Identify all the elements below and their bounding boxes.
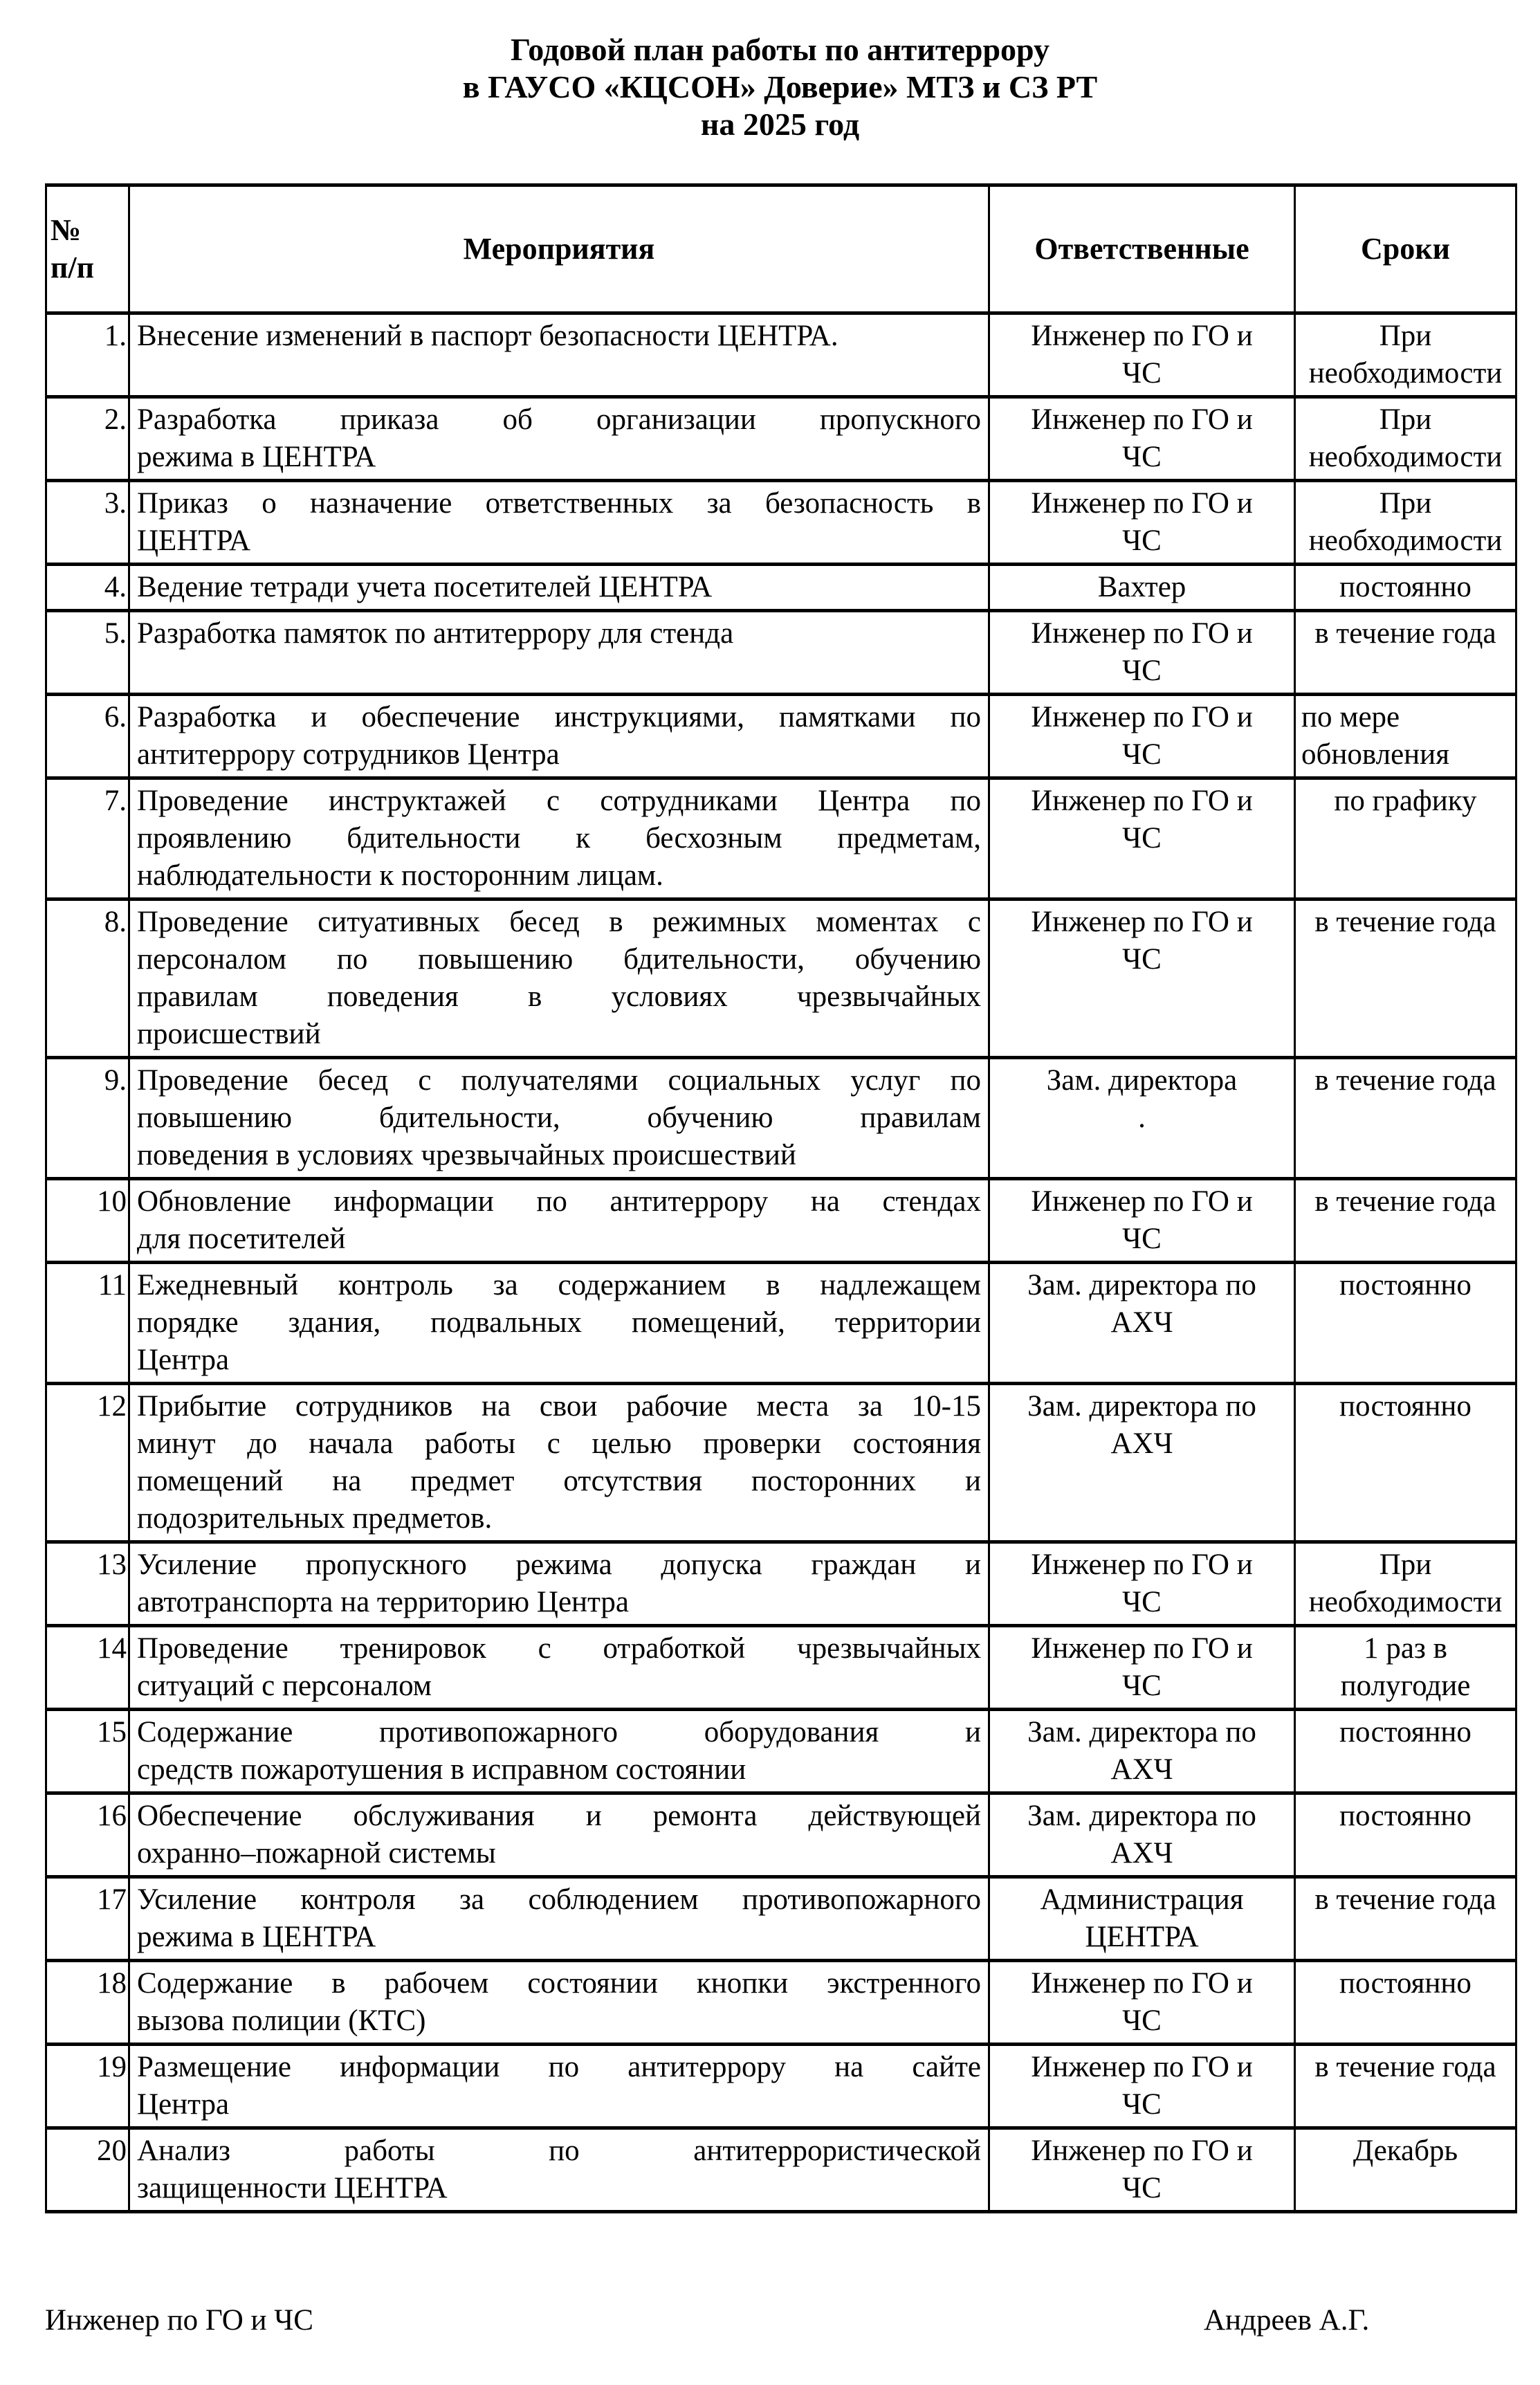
cell-number: 5. <box>46 611 129 695</box>
header-activity: Мероприятия <box>129 185 989 313</box>
text-line: ситуаций с персоналом <box>137 1670 432 1702</box>
text-line: АХЧ <box>1110 1753 1173 1786</box>
cell-deadline <box>1295 1626 1516 1710</box>
text-line: ЧС <box>1122 357 1162 390</box>
table-row <box>46 899 1516 1058</box>
text-line: режима в ЦЕНТРА <box>137 441 376 473</box>
text-line: ЧС <box>1122 524 1162 557</box>
cell-deadline <box>1295 778 1516 899</box>
cell-number: 4. <box>46 565 129 611</box>
text-line: ЧС <box>1122 1586 1162 1618</box>
text-line: постоянно <box>1339 1800 1472 1832</box>
cell-deadline <box>1295 695 1516 778</box>
cell-activity <box>129 1626 989 1710</box>
text-line: в течение года <box>1314 1185 1496 1218</box>
text-line: ЧС <box>1122 738 1162 771</box>
cell-number: 2. <box>46 397 129 481</box>
text-line: Инженер по ГО и <box>1031 320 1253 352</box>
text-line: ЧС <box>1122 2172 1162 2204</box>
text-line: При <box>1379 1548 1432 1581</box>
text-line: ЦЕНТРА <box>1085 1921 1199 1953</box>
text-line: Проведение ситуативных бесед в режимных моментах с <box>137 906 981 938</box>
table-row <box>46 1263 1516 1384</box>
table-row <box>46 1793 1516 1877</box>
text-line: АХЧ <box>1110 1837 1173 1870</box>
text-line: Содержание противопожарного оборудования и <box>137 1716 981 1748</box>
text-line: АХЧ <box>1110 1427 1173 1460</box>
header-deadline: Сроки <box>1295 185 1516 313</box>
text-line: Инженер по ГО и <box>1031 487 1253 520</box>
cell-deadline <box>1295 2128 1516 2212</box>
text-line: АХЧ <box>1110 1306 1173 1339</box>
cell-number: 10 <box>46 1179 129 1263</box>
cell-deadline <box>1295 481 1516 565</box>
cell-responsible <box>989 2045 1295 2128</box>
text-line: ЧС <box>1122 2004 1162 2037</box>
cell-activity <box>129 565 989 611</box>
table-row <box>46 1542 1516 1626</box>
text-line: в ГАУСО «КЦСОН» Доверие» МТЗ и СЗ РТ <box>462 69 1098 104</box>
text-line: постоянно <box>1339 1716 1472 1748</box>
table-header <box>46 185 1516 313</box>
cell-activity <box>129 1058 989 1179</box>
cell-deadline <box>1295 1542 1516 1626</box>
cell-responsible <box>989 1710 1295 1793</box>
text-line: Центра <box>137 2088 230 2121</box>
cell-deadline <box>1295 1877 1516 1961</box>
cell-number: 17 <box>46 1877 129 1961</box>
table-row <box>46 1961 1516 2045</box>
text-line: Прибытие сотрудников на свои рабочие места за 10-15 <box>137 1390 981 1423</box>
text-line: Проведение бесед с получателями социальных услуг по <box>137 1064 981 1097</box>
text-line: Инженер по ГО и <box>1031 1185 1253 1218</box>
table-row <box>46 397 1516 481</box>
text-line: Анализ работы по антитеррористической <box>137 2135 981 2167</box>
cell-responsible <box>989 1179 1295 1263</box>
cell-deadline <box>1295 1179 1516 1263</box>
cell-responsible <box>989 611 1295 695</box>
text-line: п/п <box>51 250 94 284</box>
text-line: Обновление информации по антитеррору на стендах <box>137 1185 981 1218</box>
text-line: ЦЕНТРА <box>137 524 251 557</box>
text-line: ЧС <box>1122 2088 1162 2121</box>
text-line: Ведение тетради учета посетителей ЦЕНТРА <box>137 571 713 603</box>
table-row <box>46 1384 1516 1542</box>
cell-activity <box>129 1384 989 1542</box>
cell-activity <box>129 611 989 695</box>
text-line: по графику <box>1334 785 1477 817</box>
text-line: Инженер по ГО и <box>1031 2135 1253 2167</box>
footer-signature-role: Инженер по ГО и ЧС <box>45 2304 313 2337</box>
cell-number: 20 <box>46 2128 129 2212</box>
text-line: . <box>1138 1102 1146 1134</box>
cell-responsible <box>989 695 1295 778</box>
text-line: Разработка памяток по антитеррору для стенда <box>137 617 734 650</box>
cell-activity <box>129 695 989 778</box>
text-line: ЧС <box>1122 943 1162 976</box>
text-line: Усиление пропускного режима допуска граждан и <box>137 1548 981 1581</box>
cell-responsible <box>989 1542 1295 1626</box>
text-line: При <box>1379 320 1432 352</box>
text-line: Инженер по ГО и <box>1031 403 1253 436</box>
cell-deadline <box>1295 1710 1516 1793</box>
cell-responsible <box>989 1384 1295 1542</box>
cell-deadline <box>1295 1384 1516 1542</box>
cell-activity <box>129 481 989 565</box>
text-line: Зам. директора по <box>1027 1269 1256 1301</box>
text-line: Инженер по ГО и <box>1031 1967 1253 2000</box>
cell-deadline <box>1295 397 1516 481</box>
footer <box>45 2302 1515 2343</box>
text-line: для посетителей <box>137 1223 346 1255</box>
text-line: необходимости <box>1308 357 1503 390</box>
text-line: При <box>1379 487 1432 520</box>
text-line: антитеррору сотрудников Центра <box>137 738 560 771</box>
cell-deadline <box>1295 1961 1516 2045</box>
text-line: проявлению бдительности к бесхозным предметам, <box>137 822 981 855</box>
cell-activity <box>129 1877 989 1961</box>
text-line: Декабрь <box>1353 2135 1458 2167</box>
cell-responsible <box>989 1877 1295 1961</box>
text-line: поведения в условиях чрезвычайных происшествий <box>137 1139 796 1171</box>
footer-signature-name: Андреев А.Г. <box>1204 2304 1370 2337</box>
text-line: Инженер по ГО и <box>1031 617 1253 650</box>
cell-activity <box>129 899 989 1058</box>
cell-responsible <box>989 1058 1295 1179</box>
cell-responsible <box>989 313 1295 397</box>
cell-responsible <box>989 397 1295 481</box>
cell-responsible <box>989 481 1295 565</box>
cell-deadline <box>1295 313 1516 397</box>
text-line: по мере <box>1301 701 1400 733</box>
page-title <box>45 31 1515 143</box>
cell-responsible <box>989 1626 1295 1710</box>
header-number <box>46 185 129 313</box>
cell-number: 8. <box>46 899 129 1058</box>
text-line: Инженер по ГО и <box>1031 1548 1253 1581</box>
table-row <box>46 1626 1516 1710</box>
text-line: в течение года <box>1314 1883 1496 1916</box>
cell-activity <box>129 2128 989 2212</box>
cell-deadline <box>1295 611 1516 695</box>
cell-responsible <box>989 565 1295 611</box>
table-row <box>46 313 1516 397</box>
cell-deadline <box>1295 2045 1516 2128</box>
text-line: постоянно <box>1339 1269 1472 1301</box>
text-line: № <box>51 213 82 247</box>
table-row <box>46 565 1516 611</box>
cell-deadline <box>1295 1263 1516 1384</box>
text-line: порядке здания, подвальных помещений, территории <box>137 1306 981 1339</box>
cell-activity <box>129 313 989 397</box>
text-line: Внесение изменений в паспорт безопасности ЦЕНТРА. <box>137 320 838 352</box>
cell-number: 15 <box>46 1710 129 1793</box>
text-line: в течение года <box>1314 2051 1496 2083</box>
text-line: Проведение тренировок с отработкой чрезвычайных <box>137 1632 981 1665</box>
text-line: Обеспечение обслуживания и ремонта действующей <box>137 1800 981 1832</box>
table-row <box>46 695 1516 778</box>
text-line: Инженер по ГО и <box>1031 701 1253 733</box>
text-line: персоналом по повышению бдительности, обучению <box>137 943 981 976</box>
table-row <box>46 611 1516 695</box>
cell-number: 9. <box>46 1058 129 1179</box>
text-line: Зам. директора по <box>1027 1716 1256 1748</box>
text-line: происшествий <box>137 1018 321 1050</box>
text-line: При <box>1379 403 1432 436</box>
text-line: вызова полиции (КТС) <box>137 2004 426 2037</box>
text-line: обновления <box>1301 738 1449 771</box>
cell-activity <box>129 1793 989 1877</box>
text-line: защищенности ЦЕНТРА <box>137 2172 448 2204</box>
text-line: наблюдательности к посторонним лицам. <box>137 859 663 892</box>
text-line: охранно–пожарной системы <box>137 1837 496 1870</box>
cell-deadline <box>1295 1793 1516 1877</box>
cell-responsible <box>989 2128 1295 2212</box>
cell-number: 7. <box>46 778 129 899</box>
text-line: Зам. директора <box>1046 1064 1238 1097</box>
header-row <box>46 185 1516 313</box>
cell-number: 18 <box>46 1961 129 2045</box>
text-line: в течение года <box>1314 906 1496 938</box>
text-line: Годовой план работы по антитеррору <box>510 32 1049 67</box>
text-line: полугодие <box>1340 1670 1471 1702</box>
annual-plan-table <box>45 183 1517 2213</box>
cell-activity <box>129 1961 989 2045</box>
text-line: Вахтер <box>1097 571 1186 603</box>
text-line: Инженер по ГО и <box>1031 785 1253 817</box>
text-line: повышению бдительности, обучению правилам <box>137 1102 981 1134</box>
text-line: помещений на предмет отсутствия посторонних и <box>137 1465 981 1497</box>
header-responsible: Ответственные <box>989 185 1295 313</box>
cell-responsible <box>989 899 1295 1058</box>
text-line: Ежедневный контроль за содержанием в надлежащем <box>137 1269 981 1301</box>
text-line: постоянно <box>1339 1390 1472 1423</box>
cell-activity <box>129 2045 989 2128</box>
text-line: необходимости <box>1308 524 1503 557</box>
text-line: Инженер по ГО и <box>1031 2051 1253 2083</box>
text-line: минут до начала работы с целью проверки состояния <box>137 1427 981 1460</box>
text-line: Инженер по ГО и <box>1031 906 1253 938</box>
text-line: Центра <box>137 1344 230 1376</box>
cell-activity <box>129 1710 989 1793</box>
text-line: подозрительных предметов. <box>137 1502 493 1535</box>
text-line: Приказ о назначение ответственных за безопасность в <box>137 487 981 520</box>
table-row <box>46 2045 1516 2128</box>
text-line: на 2025 год <box>700 107 860 142</box>
cell-activity <box>129 1179 989 1263</box>
table-row <box>46 1058 1516 1179</box>
cell-responsible <box>989 1961 1295 2045</box>
cell-number: 12 <box>46 1384 129 1542</box>
table-body <box>46 313 1516 2212</box>
text-line: Разработка и обеспечение инструкциями, памятками по <box>137 701 981 733</box>
cell-activity <box>129 778 989 899</box>
text-line: Размещение информации по антитеррору на сайте <box>137 2051 981 2083</box>
text-line: ЧС <box>1122 655 1162 687</box>
table-row <box>46 1877 1516 1961</box>
text-line: Содержание в рабочем состоянии кнопки экстренного <box>137 1967 981 2000</box>
cell-number: 11 <box>46 1263 129 1384</box>
cell-deadline <box>1295 565 1516 611</box>
table-row <box>46 2128 1516 2212</box>
table-row <box>46 1179 1516 1263</box>
cell-number: 14 <box>46 1626 129 1710</box>
text-line: в течение года <box>1314 1064 1496 1097</box>
text-line: Проведение инструктажей с сотрудниками Центра по <box>137 785 981 817</box>
text-line: 1 раз в <box>1364 1632 1447 1665</box>
cell-number: 13 <box>46 1542 129 1626</box>
cell-activity <box>129 1263 989 1384</box>
text-line: Усиление контроля за соблюдением противопожарного <box>137 1883 981 1916</box>
table-row <box>46 481 1516 565</box>
text-line: режима в ЦЕНТРА <box>137 1921 376 1953</box>
cell-responsible <box>989 1793 1295 1877</box>
cell-responsible <box>989 778 1295 899</box>
text-line: необходимости <box>1308 441 1503 473</box>
text-line: ЧС <box>1122 1223 1162 1255</box>
cell-activity <box>129 397 989 481</box>
text-line: ЧС <box>1122 441 1162 473</box>
text-line: Разработка приказа об организации пропускного <box>137 403 981 436</box>
text-line: постоянно <box>1339 571 1472 603</box>
cell-number: 19 <box>46 2045 129 2128</box>
cell-responsible <box>989 1263 1295 1384</box>
text-line: Администрация <box>1040 1883 1244 1916</box>
cell-deadline <box>1295 1058 1516 1179</box>
cell-number: 6. <box>46 695 129 778</box>
text-line: Зам. директора по <box>1027 1800 1256 1832</box>
cell-deadline <box>1295 899 1516 1058</box>
text-line: в течение года <box>1314 617 1496 650</box>
text-line: ЧС <box>1122 822 1162 855</box>
text-line: автотранспорта на территорию Центра <box>137 1586 629 1618</box>
table-row <box>46 1710 1516 1793</box>
table-row <box>46 778 1516 899</box>
text-line: Зам. директора по <box>1027 1390 1256 1423</box>
cell-number: 3. <box>46 481 129 565</box>
cell-number: 16 <box>46 1793 129 1877</box>
text-line: постоянно <box>1339 1967 1472 2000</box>
text-line: необходимости <box>1308 1586 1503 1618</box>
cell-number: 1. <box>46 313 129 397</box>
text-line: Инженер по ГО и <box>1031 1632 1253 1665</box>
text-line: правилам поведения в условиях чрезвычайных <box>137 980 981 1013</box>
text-line: средств пожаротушения в исправном состоянии <box>137 1753 746 1786</box>
cell-activity <box>129 1542 989 1626</box>
text-line: ЧС <box>1122 1670 1162 1702</box>
